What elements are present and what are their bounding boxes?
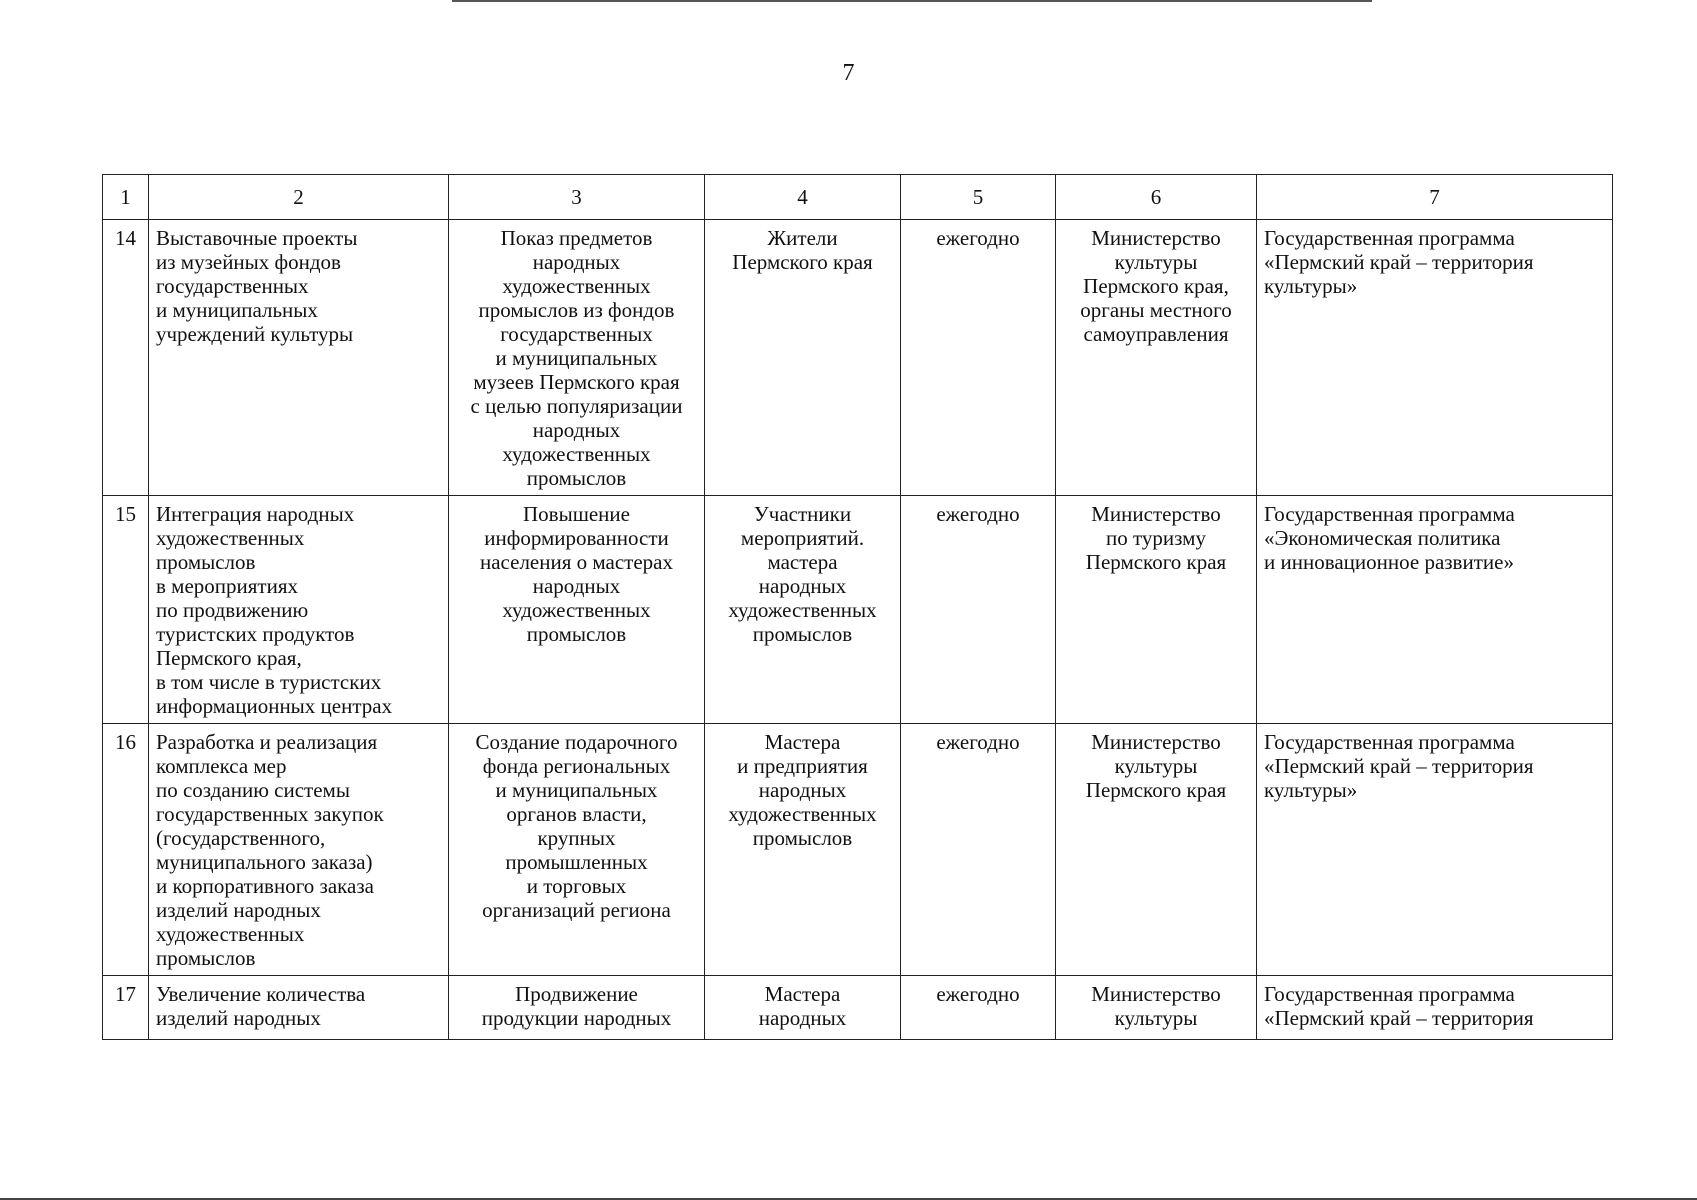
cell-line: Пермского края (1085, 778, 1227, 802)
cell-line: Продвижение (515, 982, 638, 1006)
cell-line: народных (758, 1006, 847, 1030)
cell-line: по продвижению (156, 598, 309, 622)
cell-line: изделий народных (156, 898, 321, 922)
cell-line: Показ предметов (500, 226, 653, 250)
cell-line: крупных (537, 826, 616, 850)
cell-line: Разработка и реализация (156, 730, 378, 754)
cell-line: по созданию системы (156, 778, 350, 802)
responsible-cell (1056, 220, 1257, 496)
cell-line: художественных (502, 598, 651, 622)
cell-line: культуры (1114, 1006, 1198, 1030)
cell-line: ежегодно (936, 502, 1020, 526)
table-row (103, 724, 1613, 976)
period-cell (901, 220, 1056, 496)
measure-cell (149, 496, 449, 724)
cell-line: Жители (767, 226, 838, 250)
cell-line: промышленных (505, 850, 648, 874)
cell-line: Пермского края, (156, 646, 302, 670)
column-header: 5 (901, 175, 1056, 220)
table-row (103, 496, 1613, 724)
cell-line: мероприятий. (740, 526, 865, 550)
cell-line: народных (758, 778, 847, 802)
measure-cell (149, 220, 449, 496)
cell-line: изделий народных (156, 1006, 321, 1030)
cell-line: Увеличение количества (156, 982, 366, 1006)
cell-line: комплекса мер (156, 754, 287, 778)
cell-line: и муниципальных (495, 778, 658, 802)
cell-line: Министерство (1091, 730, 1221, 754)
column-header: 4 (705, 175, 901, 220)
cell-line: промыслов (526, 466, 627, 490)
cell-line: музеев Пермского края (473, 370, 680, 394)
cell-line: и торговых (526, 874, 627, 898)
period-cell (901, 724, 1056, 976)
cell-line: муниципального заказа) (156, 850, 373, 874)
cell-line: художественных (728, 802, 877, 826)
cell-line: культуры» (1264, 274, 1358, 298)
cell-line: и инновационное развитие» (1264, 550, 1514, 574)
cell-line: в мероприятиях (156, 574, 298, 598)
content-cell (449, 724, 705, 976)
period-cell (901, 976, 1056, 1040)
cell-line: художественных (502, 442, 651, 466)
cell-line: государственных закупок (156, 802, 384, 826)
cell-line: информационных центрах (156, 694, 393, 718)
column-header: 3 (449, 175, 705, 220)
cell-line: Создание подарочного (475, 730, 678, 754)
cell-line: учреждений культуры (156, 322, 354, 346)
cell-line: Интеграция народных (156, 502, 355, 526)
cell-line: Выставочные проекты (156, 226, 358, 250)
cell-line: «Экономическая политика (1264, 526, 1501, 550)
measure-cell (149, 976, 449, 1040)
column-header: 6 (1056, 175, 1257, 220)
cell-line: самоуправления (1083, 322, 1229, 346)
cell-line: по туризму (1106, 526, 1206, 550)
cell-line: мастера (767, 550, 838, 574)
content-cell (449, 976, 705, 1040)
cell-line: Мастера (764, 730, 841, 754)
cell-line: органы местного (1080, 298, 1232, 322)
cell-line: Пермского края (732, 250, 873, 274)
cell-line: культуры (1114, 250, 1198, 274)
participants-cell (705, 220, 901, 496)
row-number-cell: 15 (103, 496, 149, 724)
cell-line: ежегодно (936, 226, 1020, 250)
program-cell (1257, 220, 1613, 496)
row-number-cell: 17 (103, 976, 149, 1040)
column-number-row (103, 175, 1613, 220)
cell-line: Министерство (1091, 226, 1221, 250)
cell-line: художественных (728, 598, 877, 622)
cell-line: культуры (1114, 754, 1198, 778)
participants-cell (705, 496, 901, 724)
cell-line: промыслов (156, 550, 256, 574)
cell-line: Пермского края (1085, 550, 1227, 574)
table-row (103, 976, 1613, 1040)
cell-line: и муниципальных (156, 298, 318, 322)
cell-line: ежегодно (936, 730, 1020, 754)
cell-line: Министерство (1091, 502, 1221, 526)
cell-line: организаций региона (482, 898, 671, 922)
table-row (103, 220, 1613, 496)
cell-line: «Пермский край – территория (1264, 250, 1534, 274)
cell-line: художественных (156, 526, 305, 550)
cell-line: народных (758, 574, 847, 598)
scan-top-rule (452, 0, 1372, 2)
participants-cell (705, 724, 901, 976)
cell-line: промыслов (752, 622, 853, 646)
cell-line: в том числе в туристских (156, 670, 382, 694)
cell-line: и корпоративного заказа (156, 874, 374, 898)
cell-line: Государственная программа (1264, 502, 1515, 526)
participants-cell (705, 976, 901, 1040)
cell-line: художественных (156, 922, 305, 946)
cell-line: Пермского края, (1083, 274, 1229, 298)
cell-line: Государственная программа (1264, 730, 1515, 754)
program-cell (1257, 724, 1613, 976)
program-cell (1257, 496, 1613, 724)
period-cell (901, 496, 1056, 724)
column-header: 2 (149, 175, 449, 220)
cell-line: туристских продуктов (156, 622, 355, 646)
row-number-cell: 14 (103, 220, 149, 496)
cell-line: продукции народных (481, 1006, 672, 1030)
measure-cell (149, 724, 449, 976)
cell-line: народных (532, 250, 621, 274)
program-cell (1257, 976, 1613, 1040)
cell-line: (государственного, (156, 826, 326, 850)
cell-line: Повышение (523, 502, 630, 526)
cell-line: фонда региональных (482, 754, 671, 778)
cell-line: ежегодно (936, 982, 1020, 1006)
row-number-cell: 16 (103, 724, 149, 976)
cell-line: органов власти, (506, 802, 647, 826)
cell-line: государственных (500, 322, 653, 346)
cell-line: промыслов из фондов (478, 298, 675, 322)
page-number: 7 (842, 60, 855, 86)
cell-line: «Пермский край – территория (1264, 1006, 1534, 1030)
cell-line: населения о мастерах (480, 550, 673, 574)
cell-line: промыслов (752, 826, 853, 850)
cell-line: с целью популяризации (470, 394, 683, 418)
content-cell (449, 496, 705, 724)
measures-table (102, 174, 1613, 1040)
cell-line: промыслов (526, 622, 627, 646)
cell-line: Государственная программа (1264, 226, 1515, 250)
cell-line: информированности (484, 526, 669, 550)
cell-line: государственных (156, 274, 309, 298)
cell-line: народных (532, 418, 621, 442)
column-header: 1 (103, 175, 149, 220)
cell-line: культуры» (1264, 778, 1358, 802)
cell-line: «Пермский край – территория (1264, 754, 1534, 778)
cell-line: художественных (502, 274, 651, 298)
cell-line: Участники (753, 502, 852, 526)
content-cell (449, 220, 705, 496)
cell-line: Министерство (1091, 982, 1221, 1006)
responsible-cell (1056, 496, 1257, 724)
cell-line: народных (532, 574, 621, 598)
responsible-cell (1056, 724, 1257, 976)
cell-line: Мастера (764, 982, 841, 1006)
cell-line: и муниципальных (495, 346, 658, 370)
responsible-cell (1056, 976, 1257, 1040)
cell-line: промыслов (156, 946, 256, 970)
cell-line: из музейных фондов (156, 250, 341, 274)
column-header: 7 (1257, 175, 1613, 220)
cell-line: и предприятия (737, 754, 868, 778)
cell-line: Государственная программа (1264, 982, 1515, 1006)
